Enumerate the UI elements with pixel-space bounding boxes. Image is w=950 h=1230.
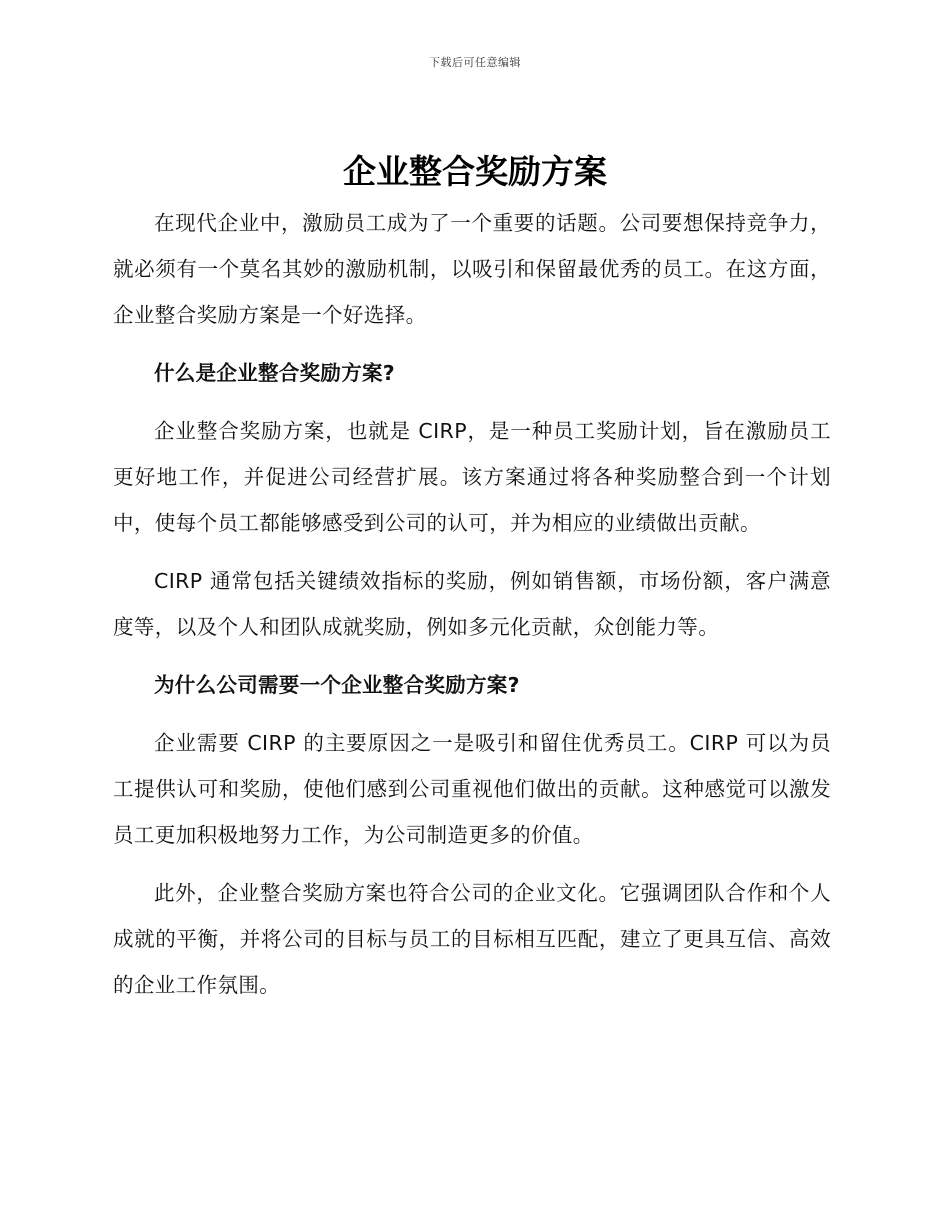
components-paragraph: CIRP 通常包括关键绩效指标的奖励，例如销售额，市场份额，客户满意度等，以及个人和团队成就奖励，例如多元化贡献，众创能力等。 <box>113 569 831 639</box>
intro-paragraph: 在现代企业中，激励员工成为了一个重要的话题。公司要想保持竞争力，就必须有一个莫名其妙的激励机制，以吸引和保留最优秀的员工。在这方面，企业整合奖励方案是一个好选择。 <box>113 211 831 327</box>
definition-paragraph: 企业整合奖励方案，也就是 CIRP，是一种员工奖励计划，旨在激励员工更好地工作，并促进公司经营扩展。该方案通过将各种奖励整合到一个计划中，使每个员工都能够感受到公司的认可，并为相应的业绩做出贡献。 <box>113 419 831 535</box>
document-title: 企业整合奖励方案 <box>343 152 607 191</box>
culture-paragraph: 此外，企业整合奖励方案也符合公司的企业文化。它强调团队合作和个人成就的平衡，并将公司的目标与员工的目标相互匹配，建立了更具互信、高效的企业工作氛围。 <box>113 881 831 997</box>
page-header-note: 下载后可任意编辑 <box>429 56 521 69</box>
reason-paragraph: 企业需要 CIRP 的主要原因之一是吸引和留住优秀员工。CIRP 可以为员工提供认可和奖励，使他们感到公司重视他们做出的贡献。这种感觉可以激发员工更加积极地努力工作，为公司制造更多的价值。 <box>113 731 831 847</box>
document-body <box>113 200 831 1020</box>
section-heading-what-is: 什么是企业整合奖励方案? <box>154 361 395 385</box>
section-heading-why-needed: 为什么公司需要一个企业整合奖励方案? <box>154 673 520 697</box>
